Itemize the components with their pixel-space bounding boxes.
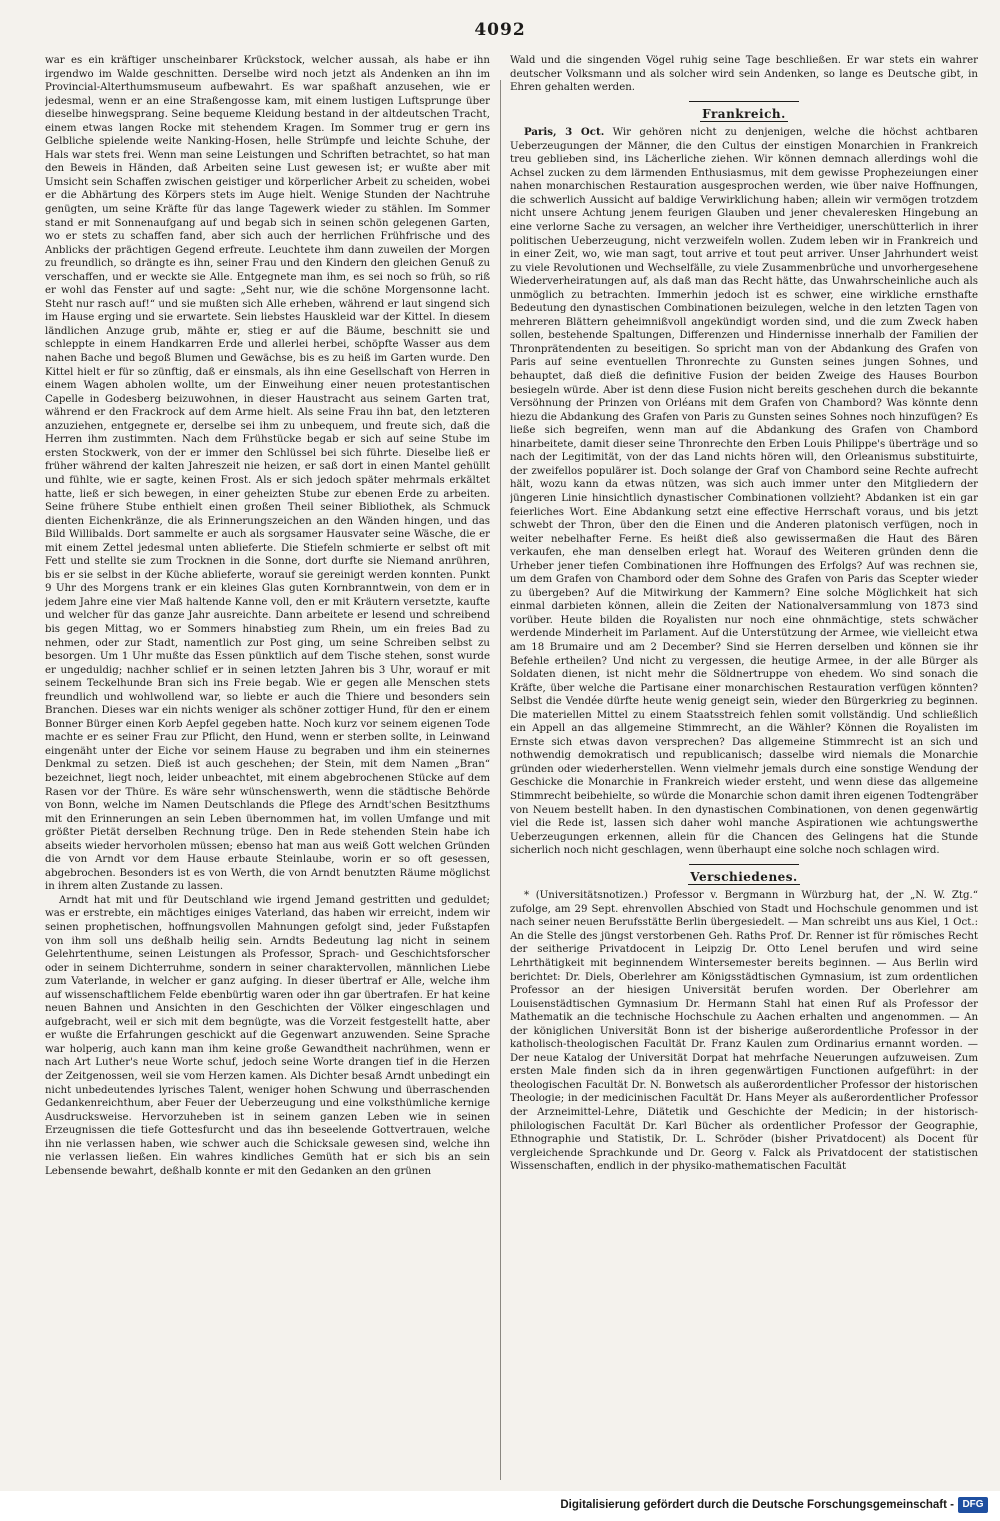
section-heading-frankreich — [510, 108, 978, 122]
column-divider — [500, 80, 501, 1480]
article-paragraph: Arndt hat mit und für Deutschland wie irgend Jemand gestritten und geduldet; was er erstrebte, ein mächtiges einiges Vaterland, das haben wir erreicht, indem wir seinen prophetischen, hoffnungsvollen Mahnungen gefolgt sind, jeder Fußstapfen von ihm soll uns deßhalb heilig sein. Arndts Bedeutung lag nicht in seinem Gelehrtenthume, seinen Leistungen als Professor, Sprach- und Geschichtsforscher oder in seinem Dichterruhme, sondern in seiner charaktervollen, männlichen Liebe zum Vaterlande, in welcher er ganz aufging. In dieser übertraf er Alle, welche ihm auf wissenschaftlichem Felde ebenbürtig waren oder ihn gar übertrafen. Er hat keine neuen Bahnen und Ansichten in den Geschichten der Völker eingeschlagen und aufgebracht, weil er sich mit dem begnügte, was die Vorzeit festgestellt hatte, aber er wußte die Erfahrungen geschickt auf die Gegenwart anzuwenden. Seine Sprache war holperig, auch kann man ihm keine große Gewandtheit nachrühmen, wenn er nach Art Luther's neue Worte schuf, jedoch seine Worte drangen tief in die Herzen der Zeitgenossen, weil sie vom Herzen kamen. Als Dichter besaß Arndt unbedingt ein nicht unbedeutendes lyrisches Talent, weniger hohen Schwung und überraschenden Gedankenreichthum, aber Feuer der Ueberzeugung und eine volksthümliche kernige Ausdrucksweise. Hervorzuheben ist in seinem ganzen Leben wie in seinen Erzeugnissen die tiefe Gottesfurcht und das ihn beseelende Gottvertrauen, welche ihn nie verlassen haben, wie schwer auch die Schicksale gewesen sind, welche ihn nie verlassen ließen. Ein wahres kindliches Gemüth hat er sich bis an sein Lebensende bewahrt, deßhalb konnte er mit den Gedanken an den grünen — [45, 894, 490, 1177]
footer-bar — [0, 1491, 1000, 1521]
article-text: Wir gehören nicht zu denjenigen, welche die höchst achtbaren Ueberzeugungen der Männer, die den Cultus der einstigen Monarchien in Frankreich treu geblieben sind, ins Lächerliche ziehen. Wir können demnach allerdings wohl die Achsel zucken zu dem lärmenden Enthusiasmus, mit dem gewisse Prophezeiungen einer nahen monarchischen Restauration ausgesprochen werden, wie über naive Hoffnungen, die schwerlich Aussicht auf baldige Verwirklichung haben; allein wir vermögen trotzdem nicht unsere Achtung jenem feurigen Glauben und jener chevaleresken Hingebung an eine verlorne Sache zu versagen, an welcher ihre Vertheidiger, unerschütterlich in ihrer politischen Ueberzeugung, nicht verzweifeln wollen. Zudem leben wir in Frankreich und in einer Zeit, wo, wie man sagt, tout arrive et tout peut arriver. Unser Jahrhundert weist zu viele Revolutionen und Wechselfälle, zu viele Zusammenbrüche und unvorhergesehene Wiederverheiratungen auf, als daß man das Recht hätte, das Unwahrscheinliche auch als unmöglich zu betrachten. Immerhin jedoch ist es schwer, eine wirkliche ernsthafte Bedeutung den dynastischen Combinationen beizulegen, welche in den letzten Tagen von mehreren Blättern geheimnißvoll angekündigt worden sind, und die zum Zweck haben sollen, bestehende Spaltungen, Differenzen und Hindernisse innerhalb der Familien der Thronprätendenten zu beseitigen. So spricht man von der Abdankung des Grafen von Paris auf seine eventuellen Thronrechte zu Gunsten seines jungen Sohnes, und behauptet, daß dieß die definitive Fusion der beiden Zweige des Hauses Bourbon besiegeln würde. Aber ist denn diese Fusion nicht bereits geschehen durch die bekannte Versöhnung der Prinzen von Orléans mit dem Grafen von Chambord? Was könnte denn hiezu die Abdankung des Grafen von Paris zu Gunsten seines Sohnes noch hinzufügen? Es ließe sich begreifen, wenn man auf die Abdankung des Grafen von Chambord hinarbeitete, damit dieser seine Thronrechte den Erben Louis Philippe's überträge und so nach der Legitimität, von der das Land nichts hören will, den Orleanismus substituirte, der zweifellos populärer ist. Doch solange der Graf von Chambord seine Rechte aufrecht hält, wozu kann da etwas nützen, was sich auch immer unter den Mitgliedern der jüngeren Linie hinsichtlich dynastischer Combinationen vollzieht? Abdanken ist ein gar feierliches Wort. Eine Abdankung setzt eine effective Herrschaft voraus, und bis jetzt schwebt der Thron, über den die Einen und die Anderen platonisch verfügen, noch in weiter nebelhafter Ferne. Es heißt dieß also gewissermaßen die Haut des Bären verkaufen, ehe man denselben erlegt hat. Worauf des Weiteren gründen denn die Urheber jener tiefen Combinationen ihre Hoffnungen des Erfolgs? Auf was rechnen sie, um dem Grafen von Chambord oder dem Sohne des Grafen von Paris das Scepter wieder zu übergeben? Auf die Mitwirkung der Kammern? Eine solche Möglichkeit hat sich einmal darbieten können, allein die Zeiten der Nationalversammlung von 1873 sind vorüber. Heute bilden die Royalisten nur noch eine ohnmächtige, stets schwächer werdende Minderheit im Parlament. Auf die Unterstützung der Armee, wie vielleicht etwa am 18 Brumaire und am 2 December? Sind sie Herren derselben und können sie ihr Befehle ertheilen? Und nicht zu vergessen, die heutige Armee, in der alle Bürger als Soldaten dienen, ist nicht mehr die Söldnertruppe von ehedem. Wo sind sonach die Kräfte, über welche die Partisane einer monarchischen Restauration verfügen könnten? Selbst die Vendée dürfte heute wenig geneigt sein, wieder den Bürgerkrieg zu beginnen. Die materiellen Mittel zu einem Staatsstreich fehlen somit vollständig. Und schließlich ein Appell an das allgemeine Stimmrecht, an die Wähler? Können die Royalisten im Ernste sich etwas davon versprechen? Das allgemeine Stimmrecht ist an sich und nothwendig demokratisch und republicanisch; dasselbe wird niemals die Monarchie gründen oder wiederherstellen. Wenn vielmehr jemals durch eine sonstige Wendung der Geschicke die Monarchie in Frankreich wieder ersteht, und wenn diese das allgemeine Stimmrecht beibehielte, so würde die Monarchie schon damit ihren eigenen Todtengräber von Neuem bestellt haben. In den dynastischen Combinationen, von denen gegenwärtig viel die Rede ist, lassen sich daher wohl manche Aspirationen wie achtungswerthe Ueberzeugungen erkennen, allein für die Chancen des Gelingens hat die Stunde sicherlich noch nicht geschlagen, wenn überhaupt eine solche noch schlagen wird. — [510, 127, 978, 857]
page-number: 4092 — [474, 20, 526, 40]
article-paragraph: * (Universitätsnotizen.) Professor v. Bergmann in Würzburg hat, der „N. W. Ztg.“ zufolge, am 29 Sept. ehrenvollen Abschied von Stadt und Hochschule genommen und ist nach seiner neuen Berufsstätte Berlin übergesiedelt. — Man schreibt uns aus Kiel, 1 Oct.: An die Stelle des jüngst verstorbenen Geh. Raths Prof. Dr. Renner ist für römisches Recht der seitherige Privatdocent in Leipzig Dr. Otto Lenel berufen und wird seine Lehrthätigkeit mit beginnendem Wintersemester bereits beginnen. — Aus Berlin wird berichtet: Dr. Diels, Oberlehrer am Königsstädtischen Gymnasium, ist zum ordentlichen Professor an der hiesigen Universität berufen worden. Der Oberlehrer am Louisenstädtischen Gymnasium Dr. Hermann Stahl hat einen Ruf als Professor der Mathematik an die technische Hochschule zu Aachen erhalten und angenommen. — An der königlichen Universität Bonn ist der bisherige außerordentliche Professor in der katholisch-theologischen Facultät Dr. Franz Kaulen zum Ordinarius ernannt worden. — Der neue Katalog der Universität Dorpat hat mehrfache Neuerungen aufzuweisen. Zum ersten Male finden sich da in ihren gegenwärtigen Functionen aufgeführt: in der theologischen Facultät Dr. N. Bonwetsch als außerordentlicher Professor der historischen Theologie; in der medicinischen Facultät Dr. Hans Meyer als außerordentlicher Professor der Arzneimittel-Lehre, Diätetik und Geschichte der Medicin; in der historisch-philologischen Facultät Dr. Karl Bücher als ordentlicher Professor der Geographie, Ethnographie und Statistik, Dr. L. Schröder (bisher Privatdocent) als Docent für vergleichende Sprachkunde und Dr. Georg v. Falck als Privatdocent der statistischen Wissenschaften, endlich in der physiko-mathematischen Facultät — [510, 890, 978, 1173]
article-continuation: Wald und die singenden Vögel ruhig seine Tage beschließen. Er war stets ein wahrer deutscher Volksmann und als solcher wird sein Andenken, so lange es Deutsche gibt, in Ehren gehalten werden. — [510, 55, 978, 94]
left-column — [45, 54, 490, 1486]
section-title: Frankreich. — [702, 106, 786, 121]
dateline: Paris, 3 Oct. — [524, 126, 605, 139]
section-rule — [689, 101, 799, 102]
footer-credit: Digitalisierung gefördert durch die Deutsche Forschungsgemeinschaft - — [560, 1499, 954, 1511]
article-paragraph: war es ein kräftiger unscheinbarer Krückstock, welcher aussah, als habe er ihn irgendwo im Walde geschnitten. Derselbe wird noch jetzt als Andenken an ihn im Provincial-Alterthumsmuseum aufbewahrt. Es war spaßhaft anzusehen, wie er jedesmal, wenn er an eine Straßengosse kam, mit einem lustigen Luftsprunge über dieselbe hinwegsprang. Seine bequeme Kleidung bestand in der altdeutschen Tracht, einem etwas langen Rocke mit stehendem Kragen. Im Sommer trug er gern ins Gelbliche spielende weite Nanking-Hosen, helle Strümpfe und leichte Schuhe, der Hals war stets frei. Wenn man seine Leistungen und Schriften betrachtet, so hat man den Beweis in Händen, daß Arbeiten seine Lust gewesen ist; er wußte aber mit Umsicht sein Schaffen zwischen geistiger und körperlicher Arbeit zu scheiden, wobei er die Abhärtung des Körpers stets im Auge hielt. Wenige Stunden der Nachtruhe genügten, um seine Kräfte für das lange Tagewerk wieder zu stählen. Im Sommer stand er mit Sonnenaufgang auf und begab sich in seinen schön gelegenen Garten, wo er stets zu schaffen fand, aber sich auch der herrlichen Frühfrische und des Anblicks der prächtigen Gegend erfreute. Leuchtete ihm dann zuweilen der Morgen zu freundlich, so drängte es ihn, seiner Frau und den Kindern den gleichen Genuß zu verschaffen, und er weckte sie Alle. Entgegnete man ihm, es sei noch so früh, so riß er wohl das Fenster auf und sagte: „Seht nur, wie die schöne Morgensonne lacht. Steht nur rasch auf!“ und sie mußten sich Alle erheben, während er laut singend sich im Hause erging und sie erwartete. Sein liebstes Hauskleid war der Kittel. In diesem ländlichen Anzuge grub, mähte er, stieg er auf die Bäume, beschnitt sie und schleppte in einem Handkarren Erde und allerlei herbei, schöpfte Wasser aus dem nahen Bache und begoß Blumen und Gewächse, bis es zu heiß im Garten wurde. Den Kittel hielt er für so zünftig, daß er einsmals, als ihn eine Gesellschaft von Herren in einem Wagen abholen wollte, um der Einweihung einer neuen protestantischen Capelle in Godesberg beizuwohnen, in dieser Haustracht aus seinem Garten trat, während er den Frackrock auf dem Arme hielt. Als seine Frau ihn bat, den letzteren anzuziehen, entgegnete er, derselbe sei ihm zu unbequem, und freute sich, daß die Herren ihm zustimmten. Nach dem Frühstücke begab er sich auf seine Stube im ersten Stockwerk, von der er immer den Schlüssel bei sich führte. Dieselbe ließ er früher während der kalten Jahreszeit nie heizen, er saß dort in einen Mantel gehüllt und fühlte, wie er sagte, keinen Frost. Als er sich jedoch später mehrmals erkältet hatte, ließ er sich bewegen, in einer geheizten Stube zur ebenen Erde zu arbeiten. Seine frühere Stube enthielt einen großen Theil seiner Bibliothek, als Schmuck dienten Eichenkränze, die als Erinnerungszeichen an den Wänden hingen, und das Bild Willibalds. Dort sammelte er auch als sorgsamer Hausvater seine Wäsche, die er mit einem Zettel jedesmal unten ablieferte. Die Stiefeln schmierte er selbst oft mit Fett und stellte sie zum Trocknen in die Sonne, dort durfte sie Niemand anrühren, bis er sie selbst in der Küche ablieferte, worauf sie gereinigt werden konnten. Punkt 9 Uhr des Morgens trank er ein kleines Glas guten Kornbranntwein, von dem er in jedem Jahre eine vier Maß haltende Kanne voll, den er mit Kräutern versetzte, kaufte und welcher für das ganze Jahr ausreichte. Dann arbeitete er lesend und schreibend bis gegen Mittag, wo er Sommers hinabstieg zum Rhein, um ein freies Bad zu nehmen, oder zur Stadt, namentlich zur Post ging, um seine Schreiben selbst zu besorgen. Um 1 Uhr mußte das Essen pünktlich auf dem Tische stehen, sonst wurde er ungeduldig; nachher schlief er in seinen letzten Jahren bis 3 Uhr, worauf er mit seinem Teckelhunde Bran sich ins Freie begab. Wie er gegen alle Menschen stets freundlich und wohlwollend war, so liebte er auch die Thiere und besonders sein Branchen. Dieses war ein nichts weniger als schöner zottiger Hund, für den er einem Bonner Bürger einen Korb Aepfel gegeben hatte. Noch kurz vor seinem eigenen Tode machte er es seiner Frau zur Pflicht, den Hund, wenn er sterben sollte, in Leinwand eingenäht unter der Eiche vor seinem Hause zu begraben und ihm ein steinernes Denkmal zu setzen. Dieß ist auch geschehen; der Stein, mit dem Namen „Bran“ bezeichnet, liegt noch, leider unbeachtet, mit einem abgebrochenen Stücke auf dem Rasen vor der Thüre. Es wäre sehr wünschenswerth, wenn die städtische Behörde von Bonn, welche im Namen Deutschlands die Pflege des Arndt'schen Besitzthums mit den Erinnerungen an sein Leben übernommen hat, im vollen Umfange und mit größter Pietät derselben Rechnung trüge. Den in Rede stehenden Stein habe ich abseits wieder hervorholen müssen; ebenso hat man aus weiß Gott welchen Gründen die von Arndt vor dem Hause erbaute Steinlaube, worin er so oft gesessen, abgebrochen. Besonders ist es von Werth, die von Arndt benutzten Räume möglichst in ihrem alten Zustande zu lassen. — [45, 55, 490, 893]
section-heading-verschiedenes — [510, 871, 978, 885]
section-title: Verschiedenes. — [690, 869, 798, 884]
dfg-logo: DFG — [958, 1497, 988, 1513]
right-column — [510, 54, 978, 1486]
article-paragraph — [510, 126, 978, 858]
section-rule — [689, 864, 799, 865]
